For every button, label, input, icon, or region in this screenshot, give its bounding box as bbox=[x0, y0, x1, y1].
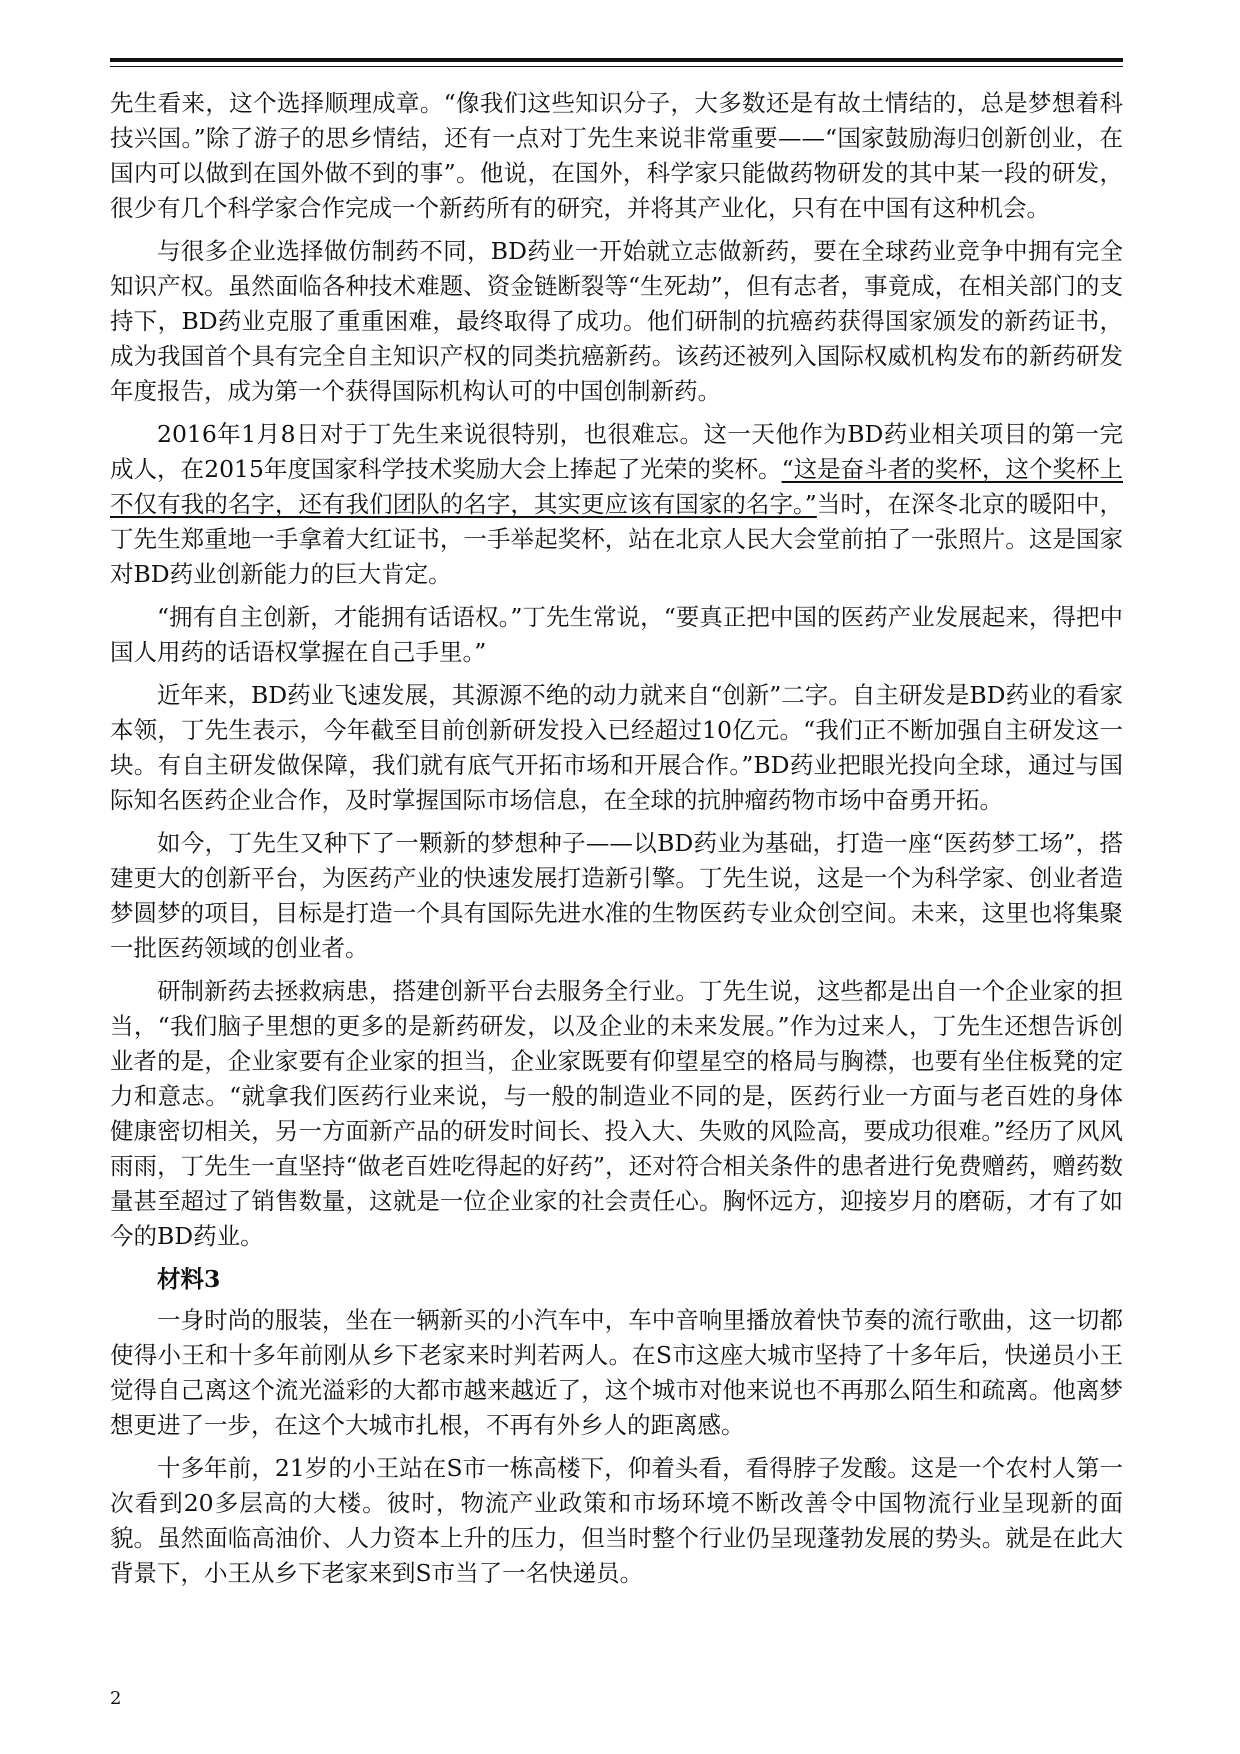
paragraph-5-text: 近年来，BD药业飞速发展，其源源不绝的动力就来自“创新”二字。自主研发是BD药业的看家本领，丁先生表示，今年截至目前创新研发投入已经超过10亿元。“我们正不断加强自主研发这一块。有自主研发做保障，我们就有底气开拓市场和开展合作。”BD药业把眼光投向全球，通过与国际知名医药企业合作，及时掌握国际市场信息，在全球的抗肿瘤药物市场中奋勇开拓。 bbox=[110, 681, 1123, 814]
underlined-quote: “这是奋斗者的奖杯，这个奖杯上不仅有我的名字，还有我们团队的名字，其实更应该有国家的名字。” bbox=[110, 455, 1123, 518]
paragraph-3 bbox=[110, 417, 1123, 592]
paragraph-3-text-b: 当时，在深冬北京的暖阳中，丁先生郑重地一手拿着大红证书，一手举起奖杯，站在北京人民大会堂前拍了一张照片。这是国家对BD药业创新能力的巨大肯定。 bbox=[110, 490, 1124, 588]
paragraph-7 bbox=[110, 974, 1123, 1254]
page-number: 2 bbox=[110, 1688, 122, 1709]
paragraph-9-text: 十多年前，21岁的小王站在S市一栋高楼下，仰着头看，看得脖子发酸。这是一个农村人第一次看到20多层高的大楼。彼时，物流产业政策和市场环境不断改善令中国物流行业呈现新的面貌。虽然面临高油价、人力资本上升的压力，但当时整个行业仍呈现蓬勃发展的势头。就是在此大背景下，小王从乡下老家来到S市当了一名快递员。 bbox=[110, 1454, 1123, 1587]
section-heading: 材料3 bbox=[157, 1265, 221, 1293]
paragraph-9 bbox=[110, 1451, 1123, 1591]
header-rule-thin bbox=[110, 66, 1123, 67]
paragraph-1 bbox=[110, 86, 1123, 226]
paragraph-2-text: 与很多企业选择做仿制药不同，BD药业一开始就立志做新药，要在全球药业竞争中拥有完全知识产权。虽然面临各种技术难题、资金链断裂等“生死劫”，但有志者，事竟成，在相关部门的支持下，BD药业克服了重重困难，最终取得了成功。他们研制的抗癌药获得国家颁发的新药证书，成为我国首个具有完全自主知识产权的同类抗癌新药。该药还被列入国际权威机构发布的新药研发年度报告，成为第一个获得国际机构认可的中国创制新药。 bbox=[110, 237, 1123, 405]
paragraph-3-text-a: 2016年1月8日对于丁先生来说很特别，也很难忘。这一天他作为BD药业相关项目的第一完成人，在2015年度国家科学技术奖励大会上捧起了光荣的奖杯。 bbox=[110, 420, 1123, 483]
paragraph-4 bbox=[110, 600, 1123, 670]
paragraph-5 bbox=[110, 678, 1123, 818]
article-body bbox=[110, 86, 1123, 1599]
paragraph-6-text: 如今，丁先生又种下了一颗新的梦想种子——以BD药业为基础，打造一座“医药梦工场”，搭建更大的创新平台，为医药产业的快速发展打造新引擎。丁先生说，这是一个为科学家、创业者造梦圆梦的项目，目标是打造一个具有国际先进水准的生物医药专业众创空间。未来，这里也将集聚一批医药领域的创业者。 bbox=[110, 829, 1123, 962]
header-rule-thick bbox=[110, 58, 1123, 62]
paragraph-7-text: 研制新药去拯救病患，搭建创新平台去服务全行业。丁先生说，这些都是出自一个企业家的担当，“我们脑子里想的更多的是新药研发，以及企业的未来发展。”作为过来人，丁先生还想告诉创业者的是，企业家要有企业家的担当，企业家既要有仰望星空的格局与胸襟，也要有坐住板凳的定力和意志。“就拿我们医药行业来说，与一般的制造业不同的是，医药行业一方面与老百姓的身体健康密切相关，另一方面新产品的研发时间长、投入大、失败的风险高，要成功很难。”经历了风风雨雨，丁先生一直坚持“做老百姓吃得起的好药”，还对符合相关条件的患者进行免费赠药，赠药数量甚至超过了销售数量，这就是一位企业家的社会责任心。胸怀远方，迎接岁月的磨砺，才有了如今的BD药业。 bbox=[110, 977, 1123, 1250]
paragraph-2 bbox=[110, 234, 1123, 409]
paragraph-6 bbox=[110, 826, 1123, 966]
paragraph-4-text: “拥有自主创新，才能拥有话语权。”丁先生常说，“要真正把中国的医药产业发展起来，得把中国人用药的话语权掌握在自己手里。” bbox=[110, 603, 1123, 666]
paragraph-8-text: 一身时尚的服装，坐在一辆新买的小汽车中，车中音响里播放着快节奏的流行歌曲，这一切都使得小王和十多年前刚从乡下老家来时判若两人。在S市这座大城市坚持了十多年后，快递员小王觉得自己离这个流光溢彩的大都市越来越近了，这个城市对他来说也不再那么陌生和疏离。他离梦想更进了一步，在这个大城市扎根，不再有外乡人的距离感。 bbox=[110, 1306, 1123, 1439]
paragraph-1-text: 先生看来，这个选择顺理成章。“像我们这些知识分子，大多数还是有故土情结的，总是梦想着科技兴国。”除了游子的思乡情结，还有一点对丁先生来说非常重要——“国家鼓励海归创新创业，在国内可以做到在国外做不到的事”。他说，在国外，科学家只能做药物研发的其中某一段的研发，很少有几个科学家合作完成一个新药所有的研究，并将其产业化，只有在中国有这种机会。 bbox=[110, 89, 1123, 222]
paragraph-8 bbox=[110, 1303, 1123, 1443]
